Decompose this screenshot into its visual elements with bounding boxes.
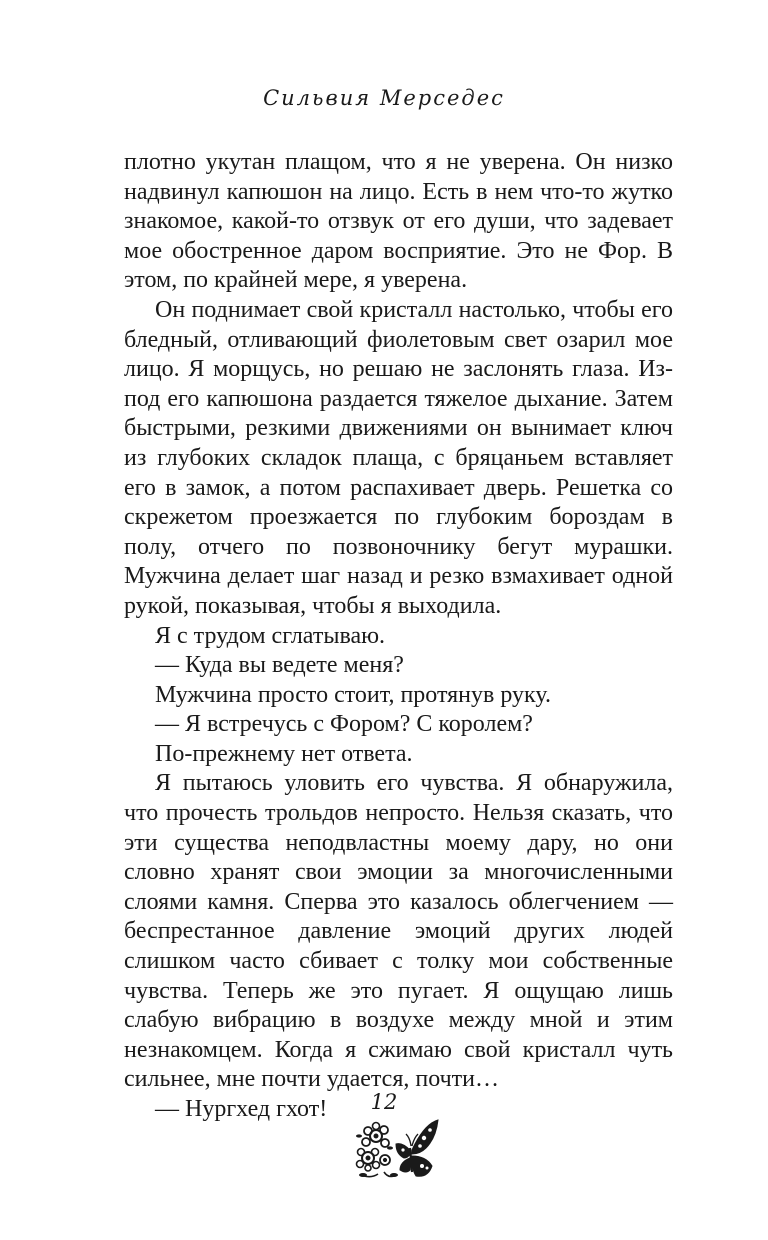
page-number: 12 [370, 1090, 398, 1114]
paragraph: плотно укутан плащом, что я не уверена. Он низко надвинул капюшон на лицо. Есть в нем что-то жутко знакомое, какой-то отзвук от его души, что задевает мое обостренное даром восприятие. Это не Фор. В этом, по крайней мере, я уверена. [124, 149, 673, 294]
paragraph: Мужчина просто стоит, протянув руку. [155, 681, 551, 708]
running-title: Сильвия Мерседес [263, 86, 505, 110]
flower-icon [356, 1123, 398, 1178]
butterfly-icon [396, 1120, 438, 1176]
paragraph: Он поднимает свой кристалл настолько, чтобы его бледный, отливающий фиолетовым свет озарил мое лицо. Я морщусь, но решаю не заслонять глаза. Из-под его капюшона раздается тяжелое дыхание. Затем быстрыми, резкими движениями он вынимает ключ из глубоких складок плаща, с бряцаньем вставляет его в замок, а потом распахивает дверь. Решетка со скрежетом проезжается по глубоким бороздам в полу, отчего по позвоночнику бегут мурашки. Мужчина делает шаг назад и резко взмахивает одной рукой, показывая, чтобы я выходила. [124, 296, 673, 619]
paragraph: По-прежнему нет ответа. [155, 740, 413, 767]
dialogue-line: — Куда вы ведете меня? [155, 652, 404, 679]
paragraph: Я с трудом сглатываю. [155, 622, 386, 649]
flower-butterfly-ornament-icon [354, 1118, 440, 1182]
paragraph: Я пытаюсь уловить его чувства. Я обнаружила, что прочесть трольдов непросто. Нельзя сказать, что эти существа неподвластны моему дару, но они словно хранят свои эмоции за многочисленными слоями камня. Сперва это казалось облегчением — беспрестанное давление эмоций других людей слишком часто сбивает с толку мои собственные чувства. Теперь же это пугает. Я ощущаю лишь слабую вибрацию в воздухе между мной и этим незнакомцем. Когда я сжимаю свой кристалл чуть сильнее, мне почти удается, почти… [124, 770, 673, 1093]
dialogue-line: — Я встречусь с Фором? С королем? [155, 711, 533, 738]
body-text [124, 148, 673, 1125]
dialogue-line: — Нургхед гхот! [155, 1096, 328, 1122]
